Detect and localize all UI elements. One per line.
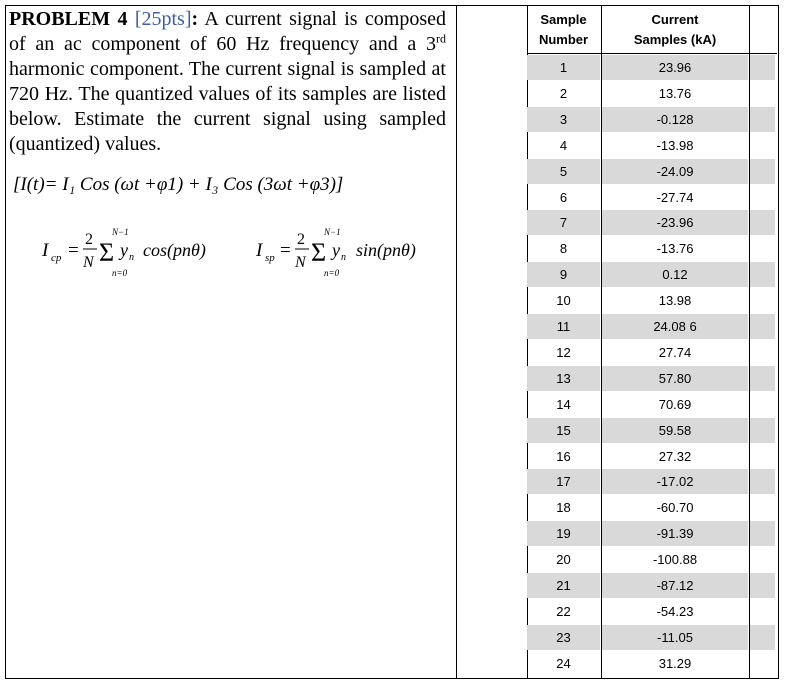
table-row [527, 340, 777, 365]
current-sample-cell: -17.02 [602, 469, 748, 494]
empty-cell [750, 495, 775, 520]
table-row [527, 651, 777, 676]
sample-number-cell: 6 [559, 189, 568, 205]
empty-cell [750, 599, 775, 624]
sample-number-cell: 11 [527, 314, 600, 339]
table-row [527, 366, 777, 391]
problem-label: PROBLEM 4 [9, 8, 128, 30]
current-sample-cell: -100.88 [652, 552, 698, 568]
icp-sub: cp [51, 252, 62, 264]
table-row [527, 107, 777, 132]
empty-cell [750, 55, 775, 80]
current-sample-cell: 23.96 [602, 55, 748, 80]
empty-cell [750, 81, 775, 106]
empty-cell [750, 625, 775, 650]
sample-number-cell: 17 [527, 469, 600, 494]
problem-text-part1: A current signal is composed of an ac component of 60 Hz frequency and a 3 [9, 8, 446, 55]
N-2: N [295, 254, 306, 271]
sample-number-cell: 1 [527, 55, 600, 80]
sample-number-cell: 16 [556, 448, 571, 464]
icp-lhs: I [42, 240, 49, 261]
header-sample-number: Sample Number [538, 12, 589, 47]
table-row [527, 392, 777, 417]
current-sample-cell: 27.32 [658, 448, 692, 464]
empty-cell [750, 366, 775, 391]
table-row [527, 495, 777, 520]
current-sample-cell: 57.80 [602, 366, 748, 391]
table-row [527, 521, 777, 546]
problem-sup: rd [436, 31, 446, 46]
table-row [527, 55, 777, 80]
problem-points: [25pts] [134, 8, 192, 30]
current-sample-cell: -91.39 [602, 521, 748, 546]
table-row [527, 159, 777, 184]
table-row [527, 262, 777, 287]
problem-statement [9, 7, 446, 157]
sample-number-cell: 18 [556, 500, 571, 516]
y-sub-2: n [341, 252, 346, 263]
current-sample-cell: -60.70 [656, 500, 694, 516]
empty-cell [750, 547, 775, 572]
sample-number-cell: 21 [527, 573, 600, 598]
table-row [527, 444, 777, 469]
lower-2: n=0 [324, 268, 340, 278]
table-row [527, 288, 777, 313]
table-row [527, 133, 777, 158]
current-sample-cell: -11.05 [602, 625, 748, 650]
current-sample-cell: 59.58 [602, 418, 748, 443]
sample-number-cell: 9 [527, 262, 600, 287]
empty-cell [750, 133, 775, 158]
empty-cell [750, 107, 775, 132]
empty-cell [750, 418, 775, 443]
empty-cell [750, 469, 775, 494]
empty-cell [750, 573, 775, 598]
table-row [527, 314, 777, 339]
empty-cell [750, 288, 775, 313]
sample-number-cell: 22 [556, 603, 571, 619]
N-1: N [83, 254, 94, 271]
header-rule [527, 53, 777, 54]
table-row [527, 547, 777, 572]
sample-number-cell: 7 [527, 210, 600, 235]
empty-cell [750, 236, 775, 261]
y-2: y [332, 240, 340, 260]
sample-number-cell: 19 [527, 521, 600, 546]
table-row [527, 469, 777, 494]
empty-cell [750, 340, 775, 365]
empty-cell [750, 159, 775, 184]
problem-colon: : [191, 8, 199, 30]
sample-number-cell: 14 [556, 396, 571, 412]
empty-cell [750, 392, 775, 417]
current-sample-cell: -27.74 [656, 189, 694, 205]
empty-cell [750, 210, 775, 235]
current-sample-cell: 31.29 [658, 655, 692, 671]
two-2: 2 [297, 231, 305, 248]
sample-number-cell: 10 [556, 293, 571, 309]
sample-number-cell: 2 [559, 85, 568, 101]
sample-number-cell: 20 [556, 552, 571, 568]
phasor-formula [40, 222, 450, 282]
sample-number-cell: 15 [527, 418, 600, 443]
current-sample-cell: -24.09 [602, 159, 748, 184]
table-row [527, 185, 777, 210]
sample-number-cell: 12 [556, 344, 571, 360]
table-row [527, 210, 777, 235]
upper-2: N−1 [324, 227, 341, 237]
sample-number-cell: 4 [559, 137, 568, 153]
phasor-formula-svg [40, 222, 450, 282]
table-row [527, 236, 777, 261]
current-sample-cell: -87.12 [602, 573, 748, 598]
table-row [527, 625, 777, 650]
sample-number-cell: 8 [559, 241, 568, 257]
y-sub-1: n [129, 252, 134, 263]
current-sample-cell: 24.08 6 [602, 314, 748, 339]
header-current-samples: Current Samples (kA) [633, 12, 717, 47]
empty-cell [750, 262, 775, 287]
current-sample-cell: -13.98 [656, 137, 694, 153]
sigma-2: Σ [311, 238, 327, 267]
problem-text-part2: harmonic component. The current signal is sampled at 720 Hz. The quantized values of its samples are listed below. Estimate the current signal using sampled (quantized) values. [9, 58, 446, 155]
sample-number-cell: 13 [527, 366, 600, 391]
two-1: 2 [85, 231, 93, 248]
current-sample-cell: -23.96 [602, 210, 748, 235]
current-sample-cell: -0.128 [602, 107, 748, 132]
table-row [527, 573, 777, 598]
table-row [527, 418, 777, 443]
sample-number-cell: 3 [527, 107, 600, 132]
table-row [527, 81, 777, 106]
sin-term: sin(pnθ) [356, 240, 416, 260]
y-1: y [120, 240, 128, 260]
current-sample-cell: -13.76 [656, 241, 694, 257]
sample-number-cell: 23 [527, 625, 600, 650]
sample-number-cell: 24 [556, 655, 571, 671]
current-sample-cell: 27.74 [658, 344, 692, 360]
sample-number-cell: 5 [527, 159, 600, 184]
empty-cell [750, 521, 775, 546]
current-sample-cell: 70.69 [658, 396, 692, 412]
current-sample-cell: 13.98 [658, 293, 692, 309]
equals-2: = [280, 240, 291, 261]
sigma-1: Σ [99, 238, 115, 267]
cos-term: cos(pnθ) [143, 240, 206, 260]
current-sample-cell: 13.76 [658, 85, 692, 101]
empty-cell [750, 185, 775, 210]
current-sample-cell: -54.23 [656, 603, 694, 619]
table-row [527, 599, 777, 624]
empty-cell [750, 444, 775, 469]
column-divider [456, 6, 457, 678]
empty-cell [750, 314, 775, 339]
current-sample-cell: 0.12 [602, 262, 748, 287]
lower-1: n=0 [112, 268, 128, 278]
isp-sub: sp [265, 252, 275, 264]
model-equation: [I(t)= I₁ Cos (ωt +φ1) + I₃ Cos (3ωt +φ3)] [13, 174, 344, 195]
empty-cell [750, 651, 775, 676]
upper-1: N−1 [112, 227, 129, 237]
isp-lhs: I [256, 240, 263, 261]
equals-1: = [68, 240, 79, 261]
